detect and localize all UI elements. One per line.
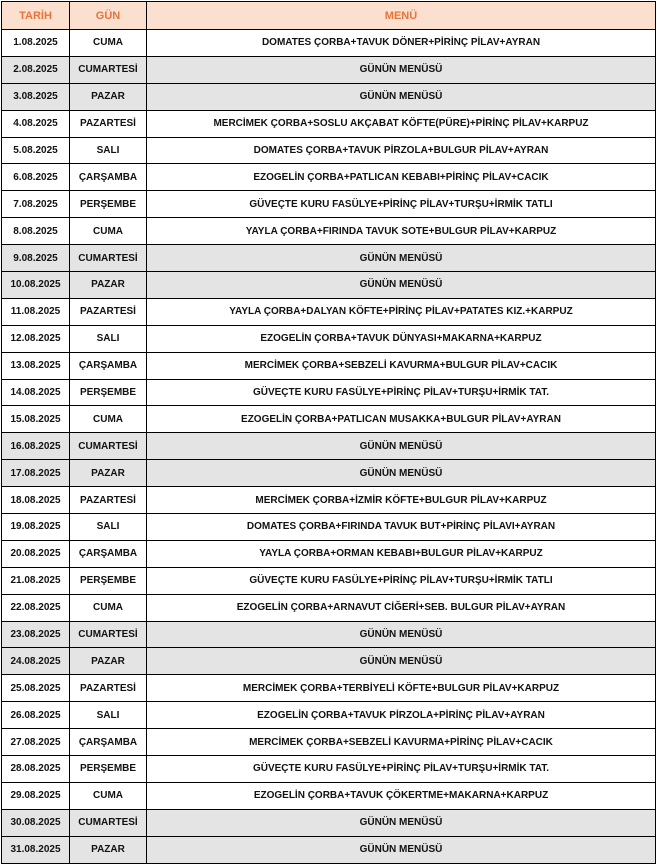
menu-cell: GÜNÜN MENÜSÜ: [147, 809, 656, 836]
menu-cell: GÜVEÇTE KURU FASÜLYE+PİRİNÇ PİLAV+TURŞU+İRMİK TAT.: [147, 379, 656, 406]
table-row: [2, 30, 656, 57]
header-row: [2, 2, 656, 30]
table-row: [2, 567, 656, 594]
date-cell: 13.08.2025: [2, 352, 70, 379]
menu-cell: EZOGELİN ÇORBA+TAVUK PİRZOLA+PİRİNÇ PİLAV+AYRAN: [147, 702, 656, 729]
day-cell: CUMARTESİ: [70, 433, 147, 460]
table-row: [2, 137, 656, 164]
table-row: [2, 218, 656, 245]
table-row: [2, 272, 656, 299]
menu-cell: GÜNÜN MENÜSÜ: [147, 245, 656, 272]
day-cell: SALI: [70, 325, 147, 352]
day-cell: PERŞEMBE: [70, 756, 147, 783]
date-cell: 9.08.2025: [2, 245, 70, 272]
menu-cell: YAYLA ÇORBA+FIRINDA TAVUK SOTE+BULGUR PİLAV+KARPUZ: [147, 218, 656, 245]
menu-cell: GÜNÜN MENÜSÜ: [147, 272, 656, 299]
menu-cell: GÜNÜN MENÜSÜ: [147, 648, 656, 675]
table-row: [2, 325, 656, 352]
date-cell: 17.08.2025: [2, 460, 70, 487]
date-cell: 8.08.2025: [2, 218, 70, 245]
day-cell: CUMARTESİ: [70, 809, 147, 836]
menu-cell: GÜNÜN MENÜSÜ: [147, 836, 656, 863]
menu-cell: DOMATES ÇORBA+FIRINDA TAVUK BUT+PİRİNÇ PİLAVI+AYRAN: [147, 514, 656, 541]
menu-cell: GÜNÜN MENÜSÜ: [147, 621, 656, 648]
date-cell: 20.08.2025: [2, 540, 70, 567]
menu-cell: DOMATES ÇORBA+TAVUK DÖNER+PİRİNÇ PİLAV+AYRAN: [147, 30, 656, 57]
day-cell: PAZARTESİ: [70, 487, 147, 514]
menu-cell: MERCİMEK ÇORBA+SEBZELİ KAVURMA+PİRİNÇ PİLAV+CACIK: [147, 729, 656, 756]
header-day: GÜN: [70, 2, 147, 30]
menu-cell: EZOGELİN ÇORBA+ARNAVUT CİĞERİ+SEB. BULGUR PİLAV+AYRAN: [147, 594, 656, 621]
date-cell: 6.08.2025: [2, 164, 70, 191]
date-cell: 23.08.2025: [2, 621, 70, 648]
day-cell: SALI: [70, 137, 147, 164]
day-cell: CUMA: [70, 30, 147, 57]
menu-cell: GÜNÜN MENÜSÜ: [147, 433, 656, 460]
date-cell: 26.08.2025: [2, 702, 70, 729]
date-cell: 29.08.2025: [2, 782, 70, 809]
day-cell: ÇARŞAMBA: [70, 164, 147, 191]
menu-cell: MERCİMEK ÇORBA+İZMİR KÖFTE+BULGUR PİLAV+KARPUZ: [147, 487, 656, 514]
date-cell: 7.08.2025: [2, 191, 70, 218]
table-row: [2, 406, 656, 433]
table-row: [2, 782, 656, 809]
header-date: TARİH: [2, 2, 70, 30]
date-cell: 28.08.2025: [2, 756, 70, 783]
menu-cell: GÜNÜN MENÜSÜ: [147, 83, 656, 110]
date-cell: 30.08.2025: [2, 809, 70, 836]
day-cell: CUMA: [70, 594, 147, 621]
table-row: [2, 621, 656, 648]
day-cell: PAZAR: [70, 460, 147, 487]
date-cell: 1.08.2025: [2, 30, 70, 57]
date-cell: 14.08.2025: [2, 379, 70, 406]
menu-cell: DOMATES ÇORBA+TAVUK PİRZOLA+BULGUR PİLAV+AYRAN: [147, 137, 656, 164]
table-row: [2, 379, 656, 406]
day-cell: PAZAR: [70, 836, 147, 863]
table-row: [2, 594, 656, 621]
date-cell: 11.08.2025: [2, 298, 70, 325]
day-cell: PAZARTESİ: [70, 675, 147, 702]
table-row: [2, 83, 656, 110]
date-cell: 21.08.2025: [2, 567, 70, 594]
date-cell: 12.08.2025: [2, 325, 70, 352]
menu-cell: GÜVEÇTE KURU FASÜLYE+PİRİNÇ PİLAV+TURŞU+İRMİK TAT.: [147, 756, 656, 783]
menu-table: [1, 1, 656, 864]
day-cell: PAZAR: [70, 648, 147, 675]
day-cell: ÇARŞAMBA: [70, 540, 147, 567]
day-cell: PAZAR: [70, 272, 147, 299]
day-cell: PERŞEMBE: [70, 191, 147, 218]
table-row: [2, 110, 656, 137]
day-cell: PERŞEMBE: [70, 567, 147, 594]
header-menu: MENÜ: [147, 2, 656, 30]
table-row: [2, 460, 656, 487]
menu-cell: MERCİMEK ÇORBA+SEBZELİ KAVURMA+BULGUR PİLAV+CACIK: [147, 352, 656, 379]
table-row: [2, 433, 656, 460]
table-row: [2, 675, 656, 702]
menu-cell: GÜVEÇTE KURU FASÜLYE+PİRİNÇ PİLAV+TURŞU+İRMİK TATLI: [147, 191, 656, 218]
date-cell: 19.08.2025: [2, 514, 70, 541]
table-row: [2, 836, 656, 863]
table-row: [2, 56, 656, 83]
table-row: [2, 164, 656, 191]
day-cell: PAZARTESİ: [70, 110, 147, 137]
day-cell: CUMARTESİ: [70, 245, 147, 272]
date-cell: 5.08.2025: [2, 137, 70, 164]
date-cell: 4.08.2025: [2, 110, 70, 137]
day-cell: SALI: [70, 702, 147, 729]
day-cell: ÇARŞAMBA: [70, 352, 147, 379]
menu-cell: EZOGELİN ÇORBA+PATLICAN MUSAKKA+BULGUR PİLAV+AYRAN: [147, 406, 656, 433]
menu-cell: EZOGELİN ÇORBA+PATLICAN KEBABI+PİRİNÇ PİLAV+CACIK: [147, 164, 656, 191]
day-cell: PAZARTESİ: [70, 298, 147, 325]
table-row: [2, 540, 656, 567]
day-cell: PERŞEMBE: [70, 379, 147, 406]
table-row: [2, 756, 656, 783]
menu-cell: YAYLA ÇORBA+DALYAN KÖFTE+PİRİNÇ PİLAV+PATATES KIZ.+KARPUZ: [147, 298, 656, 325]
menu-cell: EZOGELİN ÇORBA+TAVUK DÜNYASI+MAKARNA+KARPUZ: [147, 325, 656, 352]
table-body: [2, 30, 656, 864]
date-cell: 2.08.2025: [2, 56, 70, 83]
day-cell: CUMARTESİ: [70, 621, 147, 648]
date-cell: 15.08.2025: [2, 406, 70, 433]
table-row: [2, 514, 656, 541]
table-row: [2, 702, 656, 729]
day-cell: CUMA: [70, 218, 147, 245]
day-cell: ÇARŞAMBA: [70, 729, 147, 756]
menu-cell: EZOGELİN ÇORBA+TAVUK ÇÖKERTME+MAKARNA+KARPUZ: [147, 782, 656, 809]
table-row: [2, 729, 656, 756]
day-cell: CUMARTESİ: [70, 56, 147, 83]
day-cell: PAZAR: [70, 83, 147, 110]
table-row: [2, 487, 656, 514]
day-cell: SALI: [70, 514, 147, 541]
table-row: [2, 809, 656, 836]
table-row: [2, 191, 656, 218]
table-header: [2, 2, 656, 30]
date-cell: 25.08.2025: [2, 675, 70, 702]
table-row: [2, 352, 656, 379]
menu-cell: GÜVEÇTE KURU FASÜLYE+PİRİNÇ PİLAV+TURŞU+İRMİK TATLI: [147, 567, 656, 594]
menu-cell: MERCİMEK ÇORBA+TERBİYELİ KÖFTE+BULGUR PİLAV+KARPUZ: [147, 675, 656, 702]
menu-cell: GÜNÜN MENÜSÜ: [147, 460, 656, 487]
date-cell: 18.08.2025: [2, 487, 70, 514]
date-cell: 10.08.2025: [2, 272, 70, 299]
date-cell: 24.08.2025: [2, 648, 70, 675]
date-cell: 3.08.2025: [2, 83, 70, 110]
table-row: [2, 245, 656, 272]
date-cell: 16.08.2025: [2, 433, 70, 460]
table-row: [2, 648, 656, 675]
menu-cell: GÜNÜN MENÜSÜ: [147, 56, 656, 83]
table-row: [2, 298, 656, 325]
date-cell: 27.08.2025: [2, 729, 70, 756]
day-cell: CUMA: [70, 406, 147, 433]
menu-cell: MERCİMEK ÇORBA+SOSLU AKÇABAT KÖFTE(PÜRE)+PİRİNÇ PİLAV+KARPUZ: [147, 110, 656, 137]
menu-cell: YAYLA ÇORBA+ORMAN KEBABI+BULGUR PİLAV+KARPUZ: [147, 540, 656, 567]
day-cell: CUMA: [70, 782, 147, 809]
date-cell: 22.08.2025: [2, 594, 70, 621]
date-cell: 31.08.2025: [2, 836, 70, 863]
